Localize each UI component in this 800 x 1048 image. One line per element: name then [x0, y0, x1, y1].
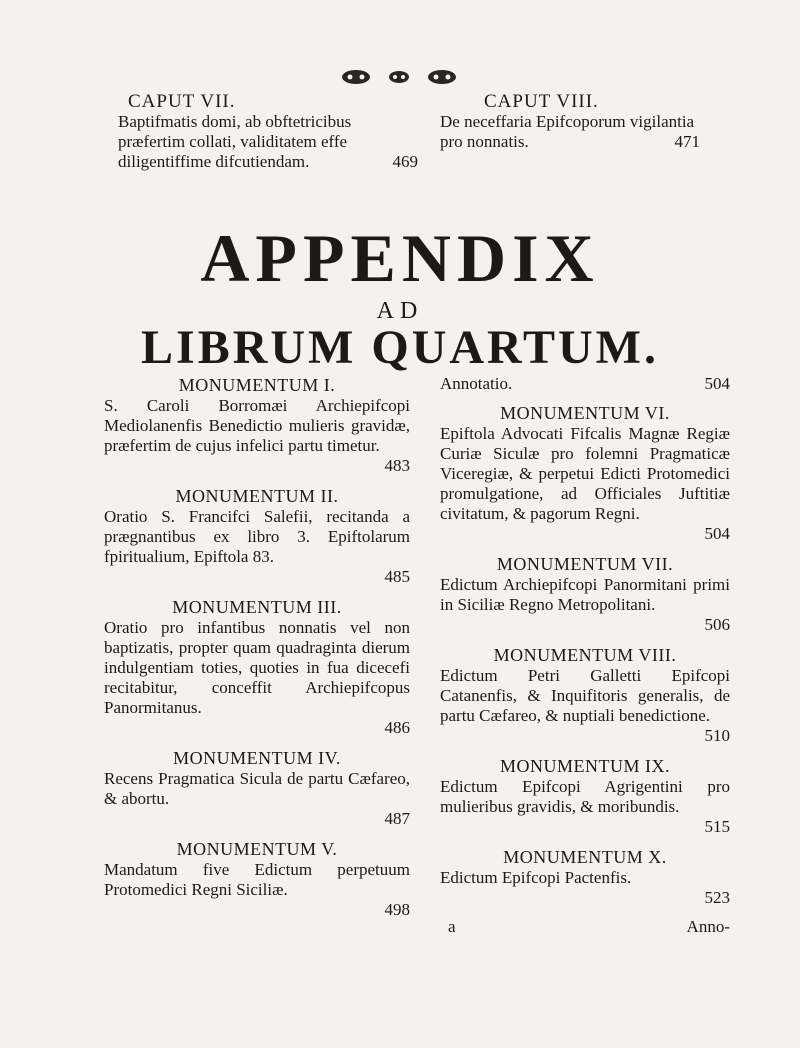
- monumentum-entry: [104, 596, 410, 738]
- catchword: Anno-: [686, 917, 730, 936]
- page-number: 469: [392, 152, 418, 171]
- monumentum-text: Edictum Petri Galletti Epifcopi Catanenfis, & Inquifitoris generalis, de partu Cæfareo, & nuptiali benedictione.: [440, 666, 730, 725]
- monumentum-entry: [440, 846, 730, 908]
- page-number: 498: [384, 900, 410, 919]
- monumentum-text: Recens Pragmatica Sicula de partu Cæfareo, & abortu.: [104, 769, 410, 808]
- monumentum-text: Oratio pro infantibus nonnatis vel non baptizatis, propter quam quadraginta dierum indulgentiam toties, quoties in fua dicecefi recitabitur, conceffit Archiepifcopus Panormitanus.: [104, 618, 410, 717]
- ad-subtitle: AD: [376, 298, 424, 324]
- caput-description: De neceffaria Epifcoporum vigilantia pro nonnatis. 471: [440, 112, 700, 151]
- page-number: 504: [704, 524, 730, 543]
- monumentum-entry: [440, 755, 730, 837]
- toc-caput-vii: [118, 92, 418, 172]
- page-number: 523: [704, 888, 730, 907]
- annotatio-label: Annotatio.: [440, 374, 513, 393]
- ornament-headpiece-icon: [340, 62, 458, 92]
- monumentum-heading: MONUMENTUM II.: [175, 486, 339, 506]
- monumentum-heading: MONUMENTUM V.: [176, 839, 338, 859]
- monumentum-entry: [440, 553, 730, 635]
- page-number: 487: [384, 809, 410, 828]
- annotatio-line: [440, 374, 730, 394]
- monumentum-heading: MONUMENTUM IV.: [173, 748, 341, 768]
- toc-caput-viii: [440, 92, 700, 152]
- monumentum-entry: [104, 747, 410, 829]
- monumentum-text: Oratio S. Francifci Salefii, recitanda a prægnantibus ex libro 3. Epiftolarum fpiritualium, Epiftola 83.: [104, 507, 410, 566]
- monumentum-heading: MONUMENTUM VII.: [496, 554, 674, 574]
- monumentum-text: Epiftola Advocati Fifcalis Magnæ Regiæ Curiæ Siculæ pro folemni Pragmaticæ Viceregiæ, & perpetui Edicti Protomedici promulgatione, ad Officiales Juftitiæ civitatum, & pagorum Regni.: [440, 424, 730, 523]
- page-number: 510: [704, 726, 730, 745]
- monumentum-heading: MONUMENTUM VIII.: [493, 645, 677, 665]
- monumentum-entry: [104, 485, 410, 587]
- caput-description: Baptifmatis domi, ab obftetricibus præfertim collati, validitatem effe diligentiffime difcutiendam. 469: [118, 112, 418, 171]
- monumentum-entry: [440, 402, 730, 544]
- appendix-title: APPENDIX: [200, 220, 600, 296]
- page-number: 506: [704, 615, 730, 634]
- monumentum-heading: MONUMENTUM I.: [178, 375, 336, 395]
- monumentum-heading: MONUMENTUM III.: [172, 597, 342, 617]
- caput-heading: CAPUT VII.: [128, 91, 236, 112]
- page-number: 486: [384, 718, 410, 737]
- monumentum-text: Edictum Epifcopi Pactenfis.: [440, 868, 632, 887]
- right-column: [440, 374, 730, 937]
- page-number: 485: [384, 567, 410, 586]
- page-number: 483: [384, 456, 410, 475]
- monumentum-heading: MONUMENTUM X.: [503, 847, 667, 867]
- monumentum-text: Mandatum five Edictum perpetuum Protomedici Regni Siciliæ.: [104, 860, 410, 899]
- page-number: 515: [704, 817, 730, 836]
- monumentum-entry: [440, 644, 730, 746]
- monumentum-heading: MONUMENTUM IX.: [500, 756, 670, 776]
- page-number: 471: [674, 132, 700, 151]
- caput-heading: CAPUT VIII.: [484, 91, 599, 112]
- librum-title: LIBRUM QUARTUM.: [141, 321, 659, 374]
- page-number: 504: [704, 374, 730, 393]
- monumentum-text: Edictum Archiepifcopi Panormitani primi in Siciliæ Regno Metropolitani.: [440, 575, 730, 614]
- monumentum-entry: [104, 838, 410, 920]
- monumentum-text: S. Caroli Borromæi Archiepifcopi Mediolanenfis Benedictio mulieris gravidæ, præfertim de cujus infelici partu timetur.: [104, 396, 410, 455]
- left-column: [104, 374, 410, 929]
- monumentum-entry: [104, 374, 410, 476]
- signature-mark: a: [448, 917, 456, 936]
- monumentum-heading: MONUMENTUM VI.: [500, 403, 670, 423]
- monumentum-text: Edictum Epifcopi Agrigentini pro mulieribus gravidis, & moribundis.: [440, 777, 730, 816]
- page-footer: [440, 917, 730, 937]
